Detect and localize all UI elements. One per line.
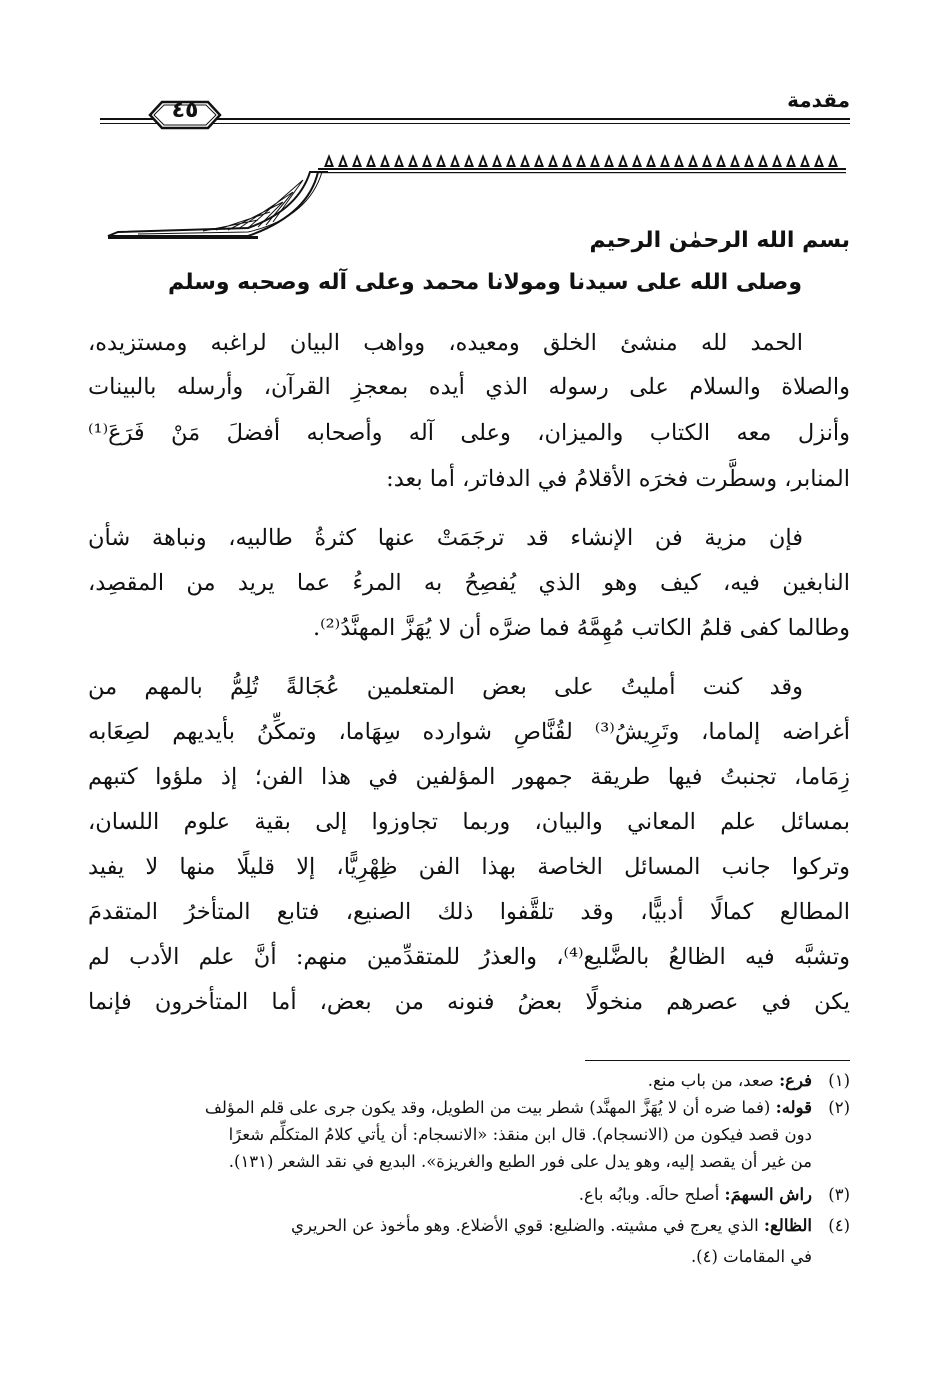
footnote: [85, 1213, 850, 1239]
salutation: وصلى الله على سيدنا ومولانا محمد وعلى آله وصحبه وسلم: [167, 270, 802, 295]
footnote: [85, 1182, 850, 1208]
footnote-number: (٤): [828, 1216, 850, 1235]
body-line: وقد كنت أمليتُ على بعض المتعلمين عُجَالةً تُلِمُّ بالمهم من: [88, 674, 803, 700]
footnote-term: فرع:: [779, 1071, 812, 1090]
body-line: يكن في عصرهم منخولًا بعضُ فنونه من بعض، أما المتأخرون فإنما: [88, 989, 850, 1015]
body-line: وتشبَّه فيه الظالعُ بالضَّليع⁽⁴⁾، والعذرُ للمتقدِّمين منهم: أنَّ علم الأدب لم: [88, 944, 850, 970]
body-line: الحمد لله منشئ الخلق ومعيده، وواهب البيان لراغبه ومستزيده،: [88, 330, 803, 356]
footnote: [85, 1095, 850, 1121]
body-line: زِمَاما، تجنبتُ فيها طريقة جمهور المؤلفين في هذا الفن؛ إذ ملؤوا كتبهم: [88, 764, 850, 790]
footnote: [85, 1068, 850, 1094]
footnote-text: الذي يعرج في مشيته. والضليع: قوي الأضلاع. وهو مأخوذ عن الحريري: [291, 1216, 759, 1235]
footnote-number: (١): [828, 1071, 850, 1090]
footnote-number: (٢): [828, 1098, 850, 1117]
body-line: والصلاة والسلام على رسوله الذي أيده بمعجزِ القرآن، وأرسله بالبينات: [88, 374, 850, 400]
footnote-term: قوله:: [775, 1098, 812, 1117]
body-line: أغراضه إلماما، وتَرِيشُ⁽³⁾ لقُنَّاصِ شوارده سِهَاما، وتمكِّنُ بأيديهم لصِعَابه: [88, 719, 851, 745]
decorative-border-icon: [318, 150, 846, 174]
footnote-number: (٣): [828, 1185, 850, 1204]
body-line: فإن مزية فن الإنشاء قد ترجَمَتْ عنها كثرةُ طالبيه، ونباهة شأن: [88, 525, 803, 551]
body-line: وأنزل معه الكتاب والميزان، وعلى آله وأصحابه أفضلَ مَنْ فَرَعَ⁽¹⁾: [88, 420, 850, 446]
footnote-continuation: دون قصد فيكون من (الانسجام). قال ابن منقذ: «الانسجام: أن يأتي كلامُ المتكلِّم شعرًا: [228, 1125, 812, 1144]
footnote-term: الظالع:: [763, 1216, 812, 1235]
footnote-continuation: من غير أن يقصد إليه، وهو يدل على فور الطبع والغريزة». البديع في نقد الشعر (١٣١).: [228, 1152, 812, 1171]
footnote-term: راش السهمَ:: [724, 1185, 812, 1204]
footnote-text: (فما ضره أن لا يُهَزَّ المهنَّد) شطر بيت من الطويل، وقد يكون جرى على قلم المؤلف: [204, 1098, 771, 1117]
body-line: وطالما كفى قلمُ الكاتب مُهِمَّهُ فما ضرَّه أن لا يُهَزَّ المهنَّدُ⁽²⁾.: [312, 615, 850, 641]
body-line: بمسائل علم المعاني والبيان، وربما تجاوزوا إلى بقية علوم اللسان،: [88, 809, 850, 835]
footnote-text: صعد، من باب منع.: [647, 1071, 774, 1090]
basmala: بسم الله الرحمٰن الرحيم: [589, 228, 850, 253]
footnote-text: أصلح حالَه. وبابُه باع.: [578, 1185, 720, 1204]
running-title: مقدمة: [787, 88, 850, 112]
body-line: النابغين فيه، كيف وهو الذي يُفصِحُ به المرءُ عما يريد من المقصِد،: [88, 570, 850, 596]
footnote-continuation: في المقامات (٤).: [690, 1247, 812, 1266]
body-line: المنابر، وسطَّرت فخرَه الأقلامُ في الدفاتر، أما بعد:: [386, 466, 850, 492]
footnote-rule: [585, 1060, 850, 1061]
body-line: المطالع كمالًا أدبيًّا، وقد تلقَّفوا ذلك الصنيع، فتابع المتأخرُ المتقدمَ: [88, 899, 850, 925]
page-number: ٤٥: [171, 98, 199, 123]
body-line: وتركوا جانب المسائل الخاصة بهذا الفن ظِهْرِيًّا، إلا قليلًا منها لا يفيد: [88, 854, 850, 880]
